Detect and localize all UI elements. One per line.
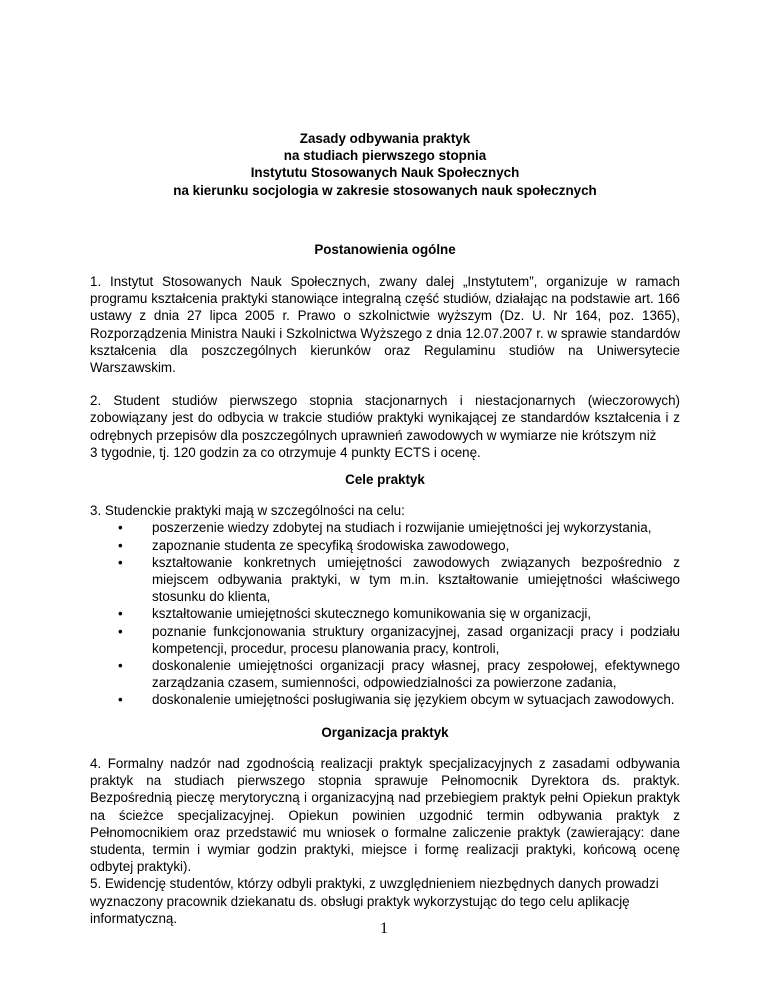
paragraph-4: 4. Formalny nadzór nad zgodnością realizacji praktyk specjalizacyjnych z zasadami odbywania praktyk na studiach pierwszego stopnia sprawuje Pełnomocnik Dyrektora ds. praktyk. Bezpośrednią pieczę merytoryczną i organizacyjną nad przebiegiem praktyk pełni Opiekun praktyk na ścieżce specjalizacyjnej. Opiekun powinien uzgodnić termin odbywania praktyk z Pełnomocnikiem oraz przedstawić mu wniosek o formalne zaliczenie praktyk (zawierający: dane studenta, termin i wymiar godzin praktyki, miejsce i formę realizacji praktyki, końcową ocenę odbytej praktyki). (90, 755, 680, 875)
list-item: • doskonalenie umiejętności posługiwania się językiem obcym w sytuacjach zawodowych. (90, 691, 680, 708)
goals-list (90, 519, 680, 708)
paragraph-3-intro: 3. Studenckie praktyki mają w szczególności na celu: (90, 503, 405, 519)
document-page (90, 130, 680, 927)
title-line: na kierunku socjologia w zakresie stosowanych nauk społecznych (173, 182, 597, 198)
list-item: • kształtowanie umiejętności skutecznego komunikowania się w organizacji, (90, 605, 680, 622)
paragraph-2-tail: 3 tygodnie, tj. 120 godzin za co otrzymuje 4 punkty ECTS i ocenę. (90, 444, 481, 460)
paragraph-5: 5. Ewidencję studentów, którzy odbyli praktyki, z uwzględnieniem niezbędnych danych prowadzi wyznaczony pracownik dziekanatu ds. obsługi praktyk wykorzystując do tego celu aplikację informatyczną. (90, 876, 659, 926)
title-line: Zasady odbywania praktyk (299, 131, 471, 146)
title-line: na studiach pierwszego stopnia (283, 148, 487, 164)
list-item: • poznanie funkcjonowania struktury organizacyjnej, zasad organizacji pracy i podziału kompetencji, procedur, procesu planowania pracy, kontroli, (90, 623, 680, 657)
list-item: • kształtowanie konkretnych umiejętności zawodowych związanych bezpośrednio z miejscem odbywania praktyki, w tym m.in. kształtowanie umiejętności właściwego stosunku do klienta, (90, 554, 680, 606)
list-item: • zapoznanie studenta ze specyfiką środowiska zawodowego, (90, 537, 680, 554)
list-item: • doskonalenie umiejętności organizacji pracy własnej, pracy zespołowej, efektywnego zarządzania czasem, sumienności, odpowiedzialności za powierzone zadania, (90, 657, 680, 691)
section-heading-goals: Cele praktyk (345, 472, 425, 488)
section-heading-organization: Organizacja praktyk (321, 724, 449, 740)
title-line: Instytutu Stosowanych Nauk Społecznych (250, 165, 520, 181)
paragraph-2: 2. Student studiów pierwszego stopnia stacjonarnych i niestacjonarnych (wieczorowych) zobowiązany jest do odbycia w trakcie studiów praktyki wynikającej ze standardów kształcenia i z odrębnych przepisów dla poszczególnych uprawnień zawodowych w wymiarze nie krótszym niż (90, 393, 680, 443)
list-item: • poszerzenie wiedzy zdobytej na studiach i rozwijanie umiejętności jej wykorzystania, (90, 519, 680, 536)
section-heading-general: Postanowienia ogólne (314, 241, 456, 257)
paragraph-1: 1. Instytut Stosowanych Nauk Społecznych, zwany dalej „Instytutem”, organizuje w ramach programu kształcenia praktyki stanowiące integralną część studiów, działając na podstawie art. 166 ustawy z dnia 27 lipca 2005 r. Prawo o szkolnictwie wyższym (Dz. U. Nr 164, poz. 1365), Rozporządzenia Ministra Nauki i Szkolnictwa Wyższego z dnia 12.07.2007 r. w sprawie standardów kształcenia dla poszczególnych kierunków oraz Regulaminu studiów na Uniwersytecie Warszawskim. (90, 274, 680, 376)
page-number: 1 (380, 920, 388, 937)
document-title (90, 130, 680, 199)
